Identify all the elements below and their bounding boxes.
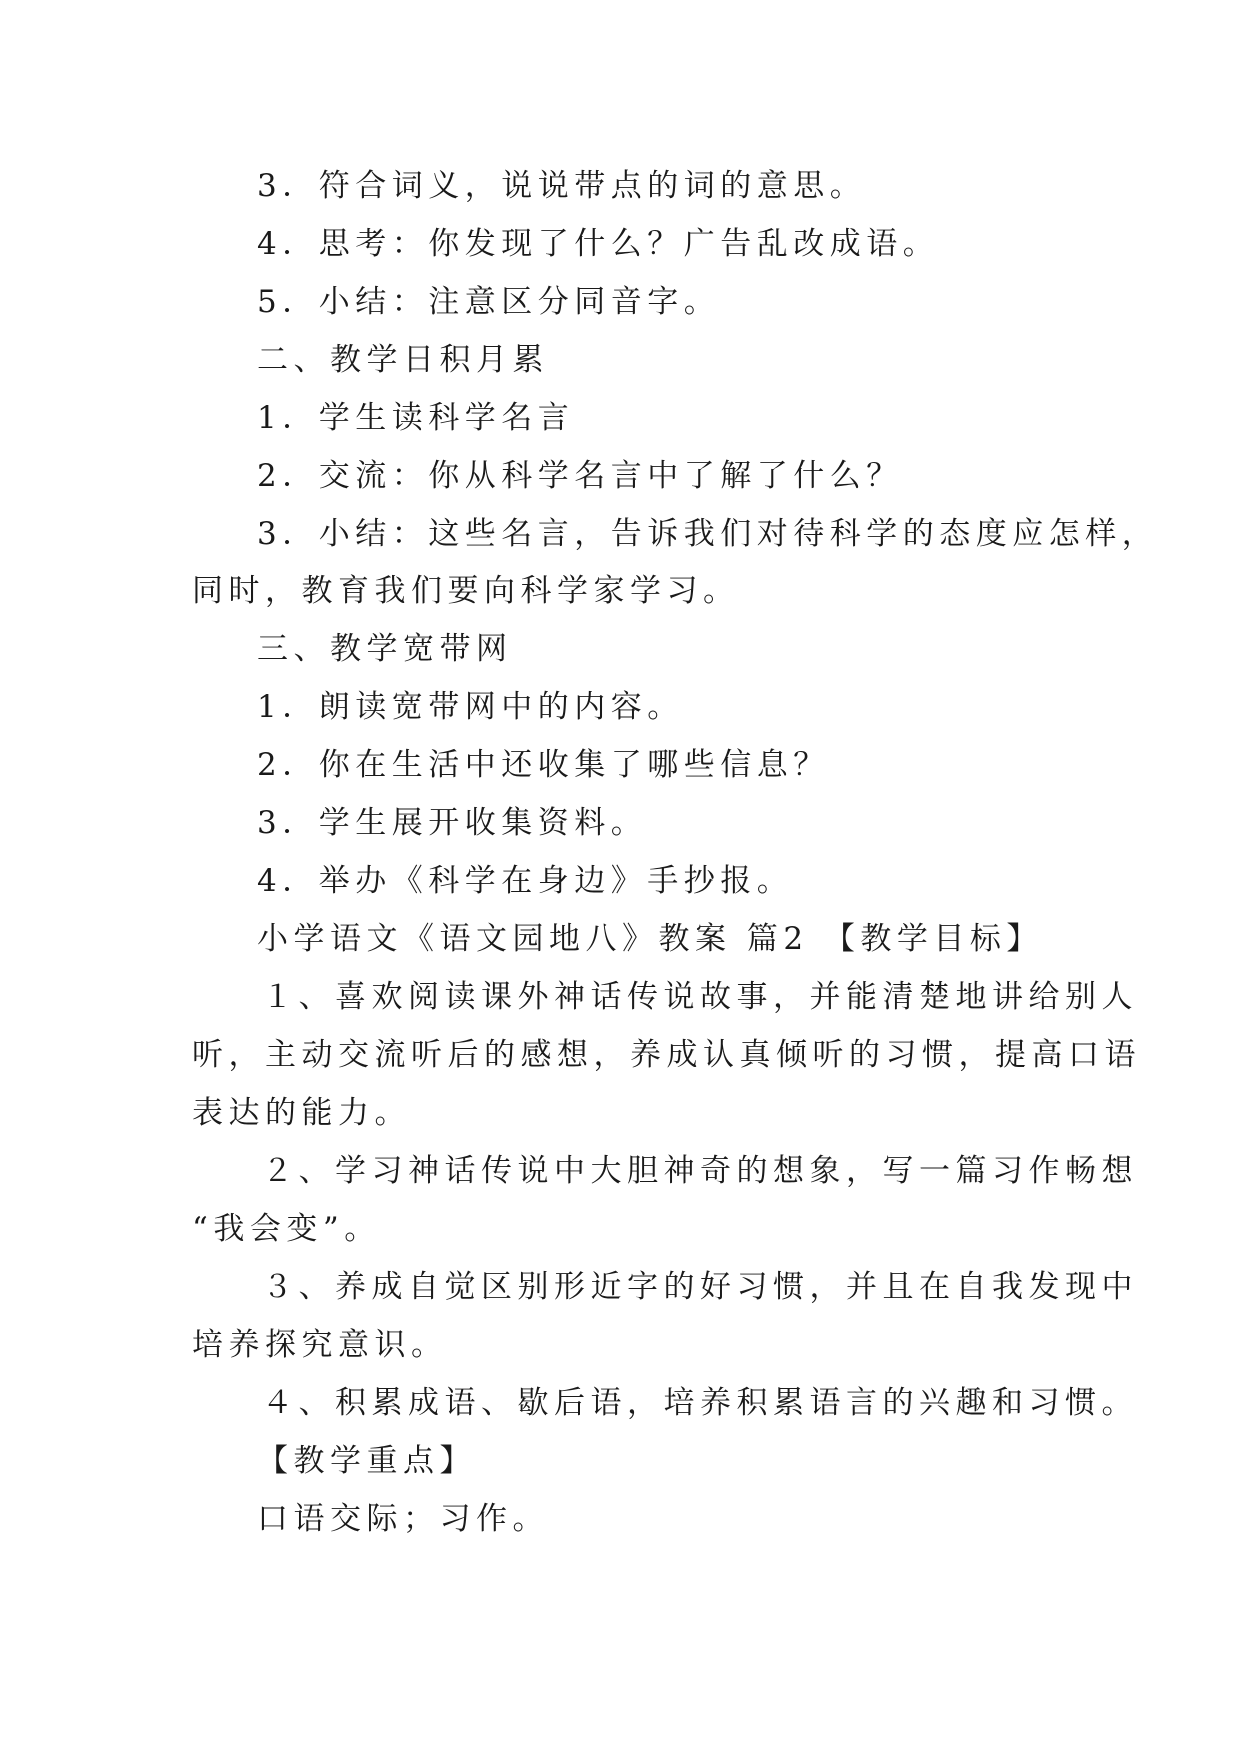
paragraph-line: 5．小结：注意区分同音字。 bbox=[257, 284, 721, 320]
paragraph-line: 培养探究意识。 bbox=[192, 1327, 448, 1363]
paragraph-line: “我会变”。 bbox=[192, 1211, 381, 1247]
paragraph-line: 听，主动交流听后的感想，养成认真倾听的习惯，提高口语 bbox=[192, 1037, 1141, 1073]
section-heading: 二、教学日积月累 bbox=[257, 342, 549, 378]
paragraph-line: 1．朗读宽带网中的内容。 bbox=[257, 689, 684, 725]
paragraph-line: 3．学生展开收集资料。 bbox=[257, 805, 648, 841]
paragraph-line: 表达的能力。 bbox=[192, 1095, 411, 1131]
article-title: 小学语文《语文园地八》教案 篇2 【教学目标】 bbox=[257, 921, 1043, 957]
paragraph-line: 4．思考：你发现了什么？广告乱改成语。 bbox=[257, 226, 940, 262]
paragraph-line: 4．举办《科学在身边》手抄报。 bbox=[257, 863, 794, 899]
paragraph-line: 同时，教育我们要向科学家学习。 bbox=[192, 573, 740, 609]
paragraph-line: 2．交流：你从科学名言中了解了什么？ bbox=[257, 458, 903, 494]
paragraph-line: 口语交际；习作。 bbox=[257, 1501, 549, 1537]
section-heading: 【教学重点】 bbox=[257, 1443, 476, 1479]
paragraph-line: 3．小结：这些名言，告诉我们对待科学的态度应怎样， bbox=[257, 516, 1159, 552]
paragraph-line: 1．学生读科学名言 bbox=[257, 400, 575, 436]
paragraph-line: ２、学习神话传说中大胆神奇的想象，写一篇习作畅想 bbox=[262, 1153, 1138, 1189]
paragraph-line: 2．你在生活中还收集了哪些信息？ bbox=[257, 747, 830, 783]
paragraph-line: ４、积累成语、歇后语，培养积累语言的兴趣和习惯。 bbox=[262, 1385, 1138, 1421]
section-heading: 三、教学宽带网 bbox=[257, 631, 513, 667]
paragraph-line: ３、养成自觉区别形近字的好习惯，并且在自我发现中 bbox=[262, 1269, 1138, 1305]
paragraph-line: １、喜欢阅读课外神话传说故事，并能清楚地讲给别人 bbox=[262, 979, 1138, 1015]
paragraph-line: 3．符合词义，说说带点的词的意思。 bbox=[257, 168, 867, 204]
